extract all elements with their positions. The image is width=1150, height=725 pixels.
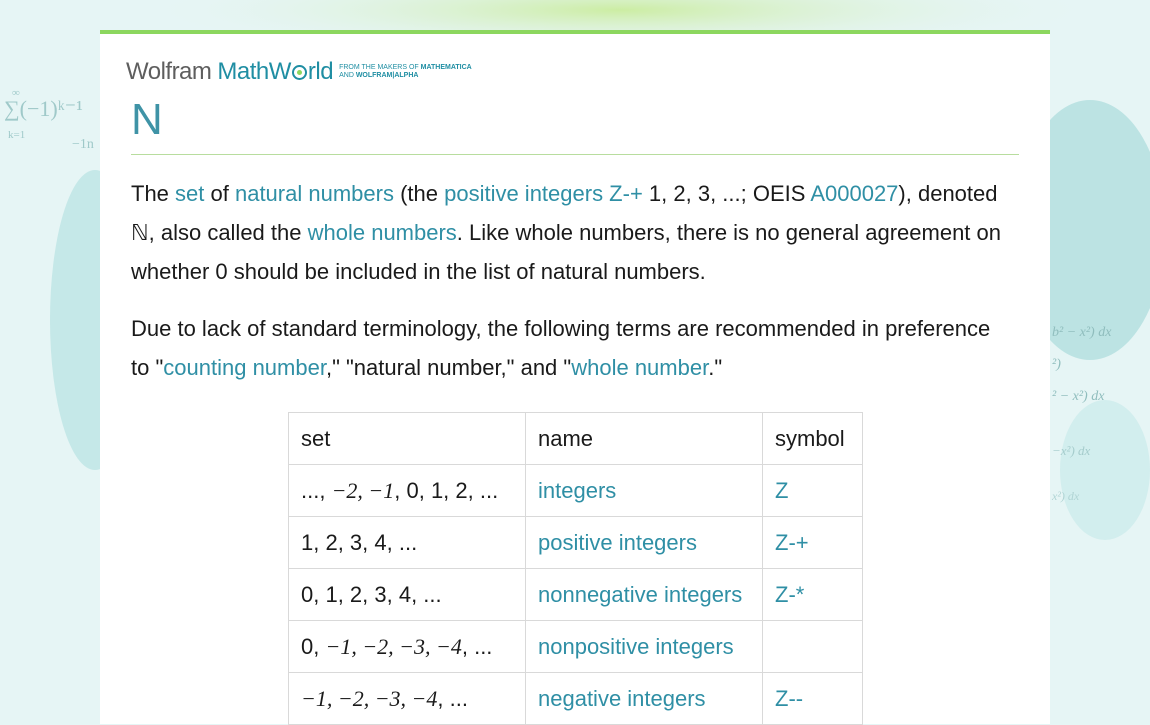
link-positive-integers[interactable]: positive integers Z-+: [444, 181, 643, 206]
header-set: set: [289, 413, 526, 465]
link-symbol-z[interactable]: Z: [775, 477, 789, 503]
link-negative-integers[interactable]: negative integers: [538, 685, 706, 711]
decor-formula-1: b² − x²) dx: [1052, 325, 1112, 340]
globe-icon: [292, 65, 307, 80]
link-nonpositive-integers[interactable]: nonpositive integers: [538, 633, 734, 659]
terminology-paragraph: Due to lack of standard terminology, the following terms are recommended in preference to "counting number," "natural number," and "whole number.": [131, 316, 991, 380]
link-symbol-z-minus[interactable]: Z--: [775, 685, 804, 711]
link-set[interactable]: set: [175, 181, 205, 206]
cell-set: ..., −2, −1, 0, 1, 2, ...: [289, 465, 526, 517]
link-symbol-z-star[interactable]: Z-*: [775, 581, 805, 607]
cell-name: [526, 621, 763, 673]
cell-set: 1, 2, 3, 4, ...: [289, 517, 526, 569]
decor-formula-4: −x²) dx: [1052, 443, 1091, 458]
cell-name: [526, 569, 763, 621]
intro-paragraph: The set of natural numbers (the positive integers Z-+ 1, 2, 3, ...; OEIS A000027), denoted ℕ, also called the whole numbers. Like whole numbers, there is no general agreement on whether 0 should be included in the list of natural numbers.: [131, 181, 1002, 284]
cell-symbol: [763, 569, 863, 621]
table-row: [289, 569, 863, 621]
terminology-table: [288, 412, 863, 725]
decor-sum: ∑(−1)ᵏ⁻¹: [4, 96, 83, 121]
mathworld-logo[interactable]: [126, 58, 472, 86]
page-title: N: [131, 95, 163, 144]
decor-sum-lower: k=1: [8, 129, 26, 141]
cell-name: [526, 517, 763, 569]
table-row: [289, 517, 863, 569]
link-symbol-z-plus[interactable]: Z-+: [775, 529, 809, 555]
logo-tagline: FROM THE MAKERS OF MATHEMATICA AND WOLFRAM|ALPHA: [339, 64, 472, 79]
link-natural-numbers[interactable]: natural numbers: [234, 181, 394, 206]
cell-name: [526, 673, 763, 725]
cell-set: 0, 1, 2, 3, 4, ...: [289, 569, 526, 621]
cell-symbol: [763, 465, 863, 517]
link-whole-numbers[interactable]: whole numbers: [307, 220, 457, 245]
decor-sum-upper: ∞: [12, 87, 20, 99]
logo-mathworld: MathW rld: [217, 58, 334, 85]
link-oeis-a000027[interactable]: A000027: [810, 181, 899, 206]
link-integers[interactable]: integers: [538, 477, 617, 503]
cell-symbol: [763, 673, 863, 725]
cell-symbol: [763, 621, 863, 673]
cell-name: [526, 465, 763, 517]
decor-formula-5: x²) dx: [1052, 489, 1080, 503]
table-row: [289, 621, 863, 673]
content-page: [100, 30, 1050, 724]
link-counting-number[interactable]: counting number: [163, 355, 326, 380]
table-header-row: [289, 413, 863, 465]
header-name: name: [526, 413, 763, 465]
link-whole-number[interactable]: whole number: [571, 355, 709, 380]
table-row: [289, 673, 863, 725]
logo-wolfram: Wolfram: [126, 58, 212, 85]
link-nonnegative-integers[interactable]: nonnegative integers: [538, 581, 743, 607]
link-positive-integers-row[interactable]: positive integers: [538, 529, 697, 555]
decor-ln: −1n: [72, 137, 94, 152]
decor-formula-3: ² − x²) dx: [1052, 389, 1105, 404]
table-row: [289, 465, 863, 517]
header-symbol: symbol: [763, 413, 863, 465]
cell-symbol: [763, 517, 863, 569]
cell-set: 0, −1, −2, −3, −4, ...: [289, 621, 526, 673]
decor-formula-2: ²): [1052, 357, 1061, 372]
title-divider: [131, 154, 1019, 155]
cell-set: −1, −2, −3, −4, ...: [289, 673, 526, 725]
